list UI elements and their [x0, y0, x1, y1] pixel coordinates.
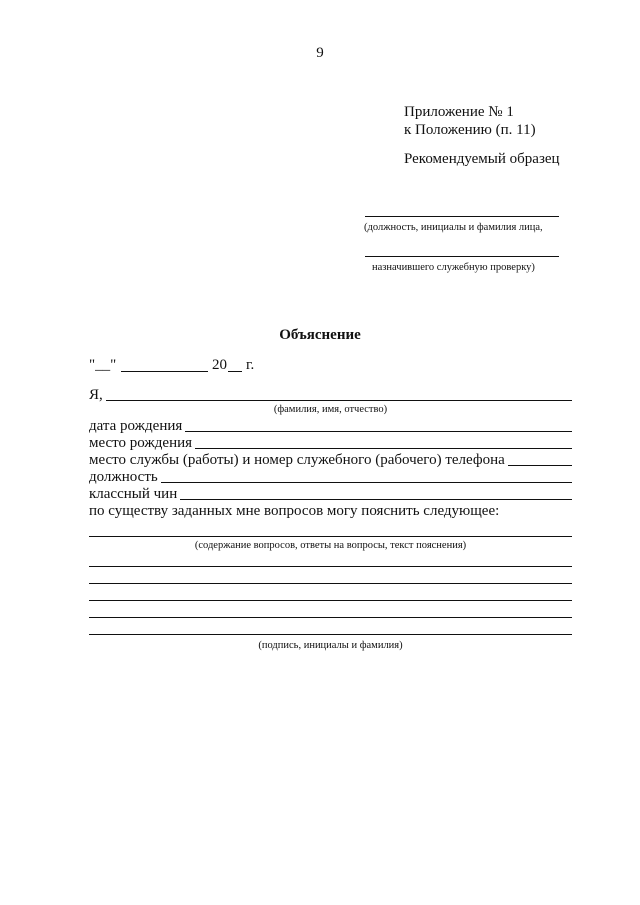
service-place-row: [89, 451, 572, 469]
content-line-1[interactable]: [89, 536, 572, 537]
content-caption: (содержание вопросов, ответы на вопросы, текст пояснения): [194, 540, 467, 551]
addressee-caption-2: назначившего служебную проверку): [372, 262, 535, 273]
addressee-line-2: [365, 256, 559, 257]
appendix-line: Приложение № 1: [404, 104, 514, 120]
signature-line[interactable]: [89, 634, 572, 635]
regulation-line: к Положению (п. 11): [404, 122, 536, 138]
i-label: Я,: [89, 387, 103, 403]
content-line-3[interactable]: [89, 583, 572, 584]
birth-date-label: дата рождения: [89, 418, 183, 434]
date-month-line: [121, 371, 208, 372]
position-row: [89, 468, 572, 486]
date-year-line: [228, 371, 242, 372]
class-rank-fill-line[interactable]: [180, 499, 572, 500]
name-caption: (фамилия, имя, отчество): [273, 404, 388, 415]
name-field-row: [89, 386, 572, 404]
content-line-5[interactable]: [89, 617, 572, 618]
document-title: Объяснение: [279, 327, 361, 343]
content-line-2[interactable]: [89, 566, 572, 567]
content-line-4[interactable]: [89, 600, 572, 601]
position-fill-line[interactable]: [161, 482, 572, 483]
date-year-prefix: 20: [212, 357, 227, 373]
birth-date-row: [89, 417, 572, 435]
sample-note: Рекомендуемый образец: [404, 151, 560, 167]
birth-place-label: место рождения: [89, 435, 193, 451]
page-number: 9: [316, 45, 324, 61]
addressee-line-1: [365, 216, 559, 217]
service-place-label: место службы (работы) и номер служебного (рабочего) телефона: [89, 452, 505, 468]
class-rank-row: [89, 485, 572, 503]
class-rank-label: классный чин: [89, 486, 178, 502]
service-place-fill-line[interactable]: [508, 465, 572, 466]
addressee-caption-1: (должность, инициалы и фамилия лица,: [364, 222, 543, 233]
date-year-suffix: г.: [246, 357, 255, 373]
name-fill-line[interactable]: [106, 400, 572, 401]
date-day-quotes: "__": [89, 357, 117, 373]
birth-place-row: [89, 434, 572, 452]
position-label: должность: [89, 469, 158, 485]
birth-date-fill-line[interactable]: [185, 431, 572, 432]
birth-place-fill-line[interactable]: [195, 448, 572, 449]
explanation-intro: по существу заданных мне вопросов могу пояснить следующее:: [89, 503, 500, 519]
signature-caption: (подпись, инициалы и фамилия): [258, 640, 403, 651]
